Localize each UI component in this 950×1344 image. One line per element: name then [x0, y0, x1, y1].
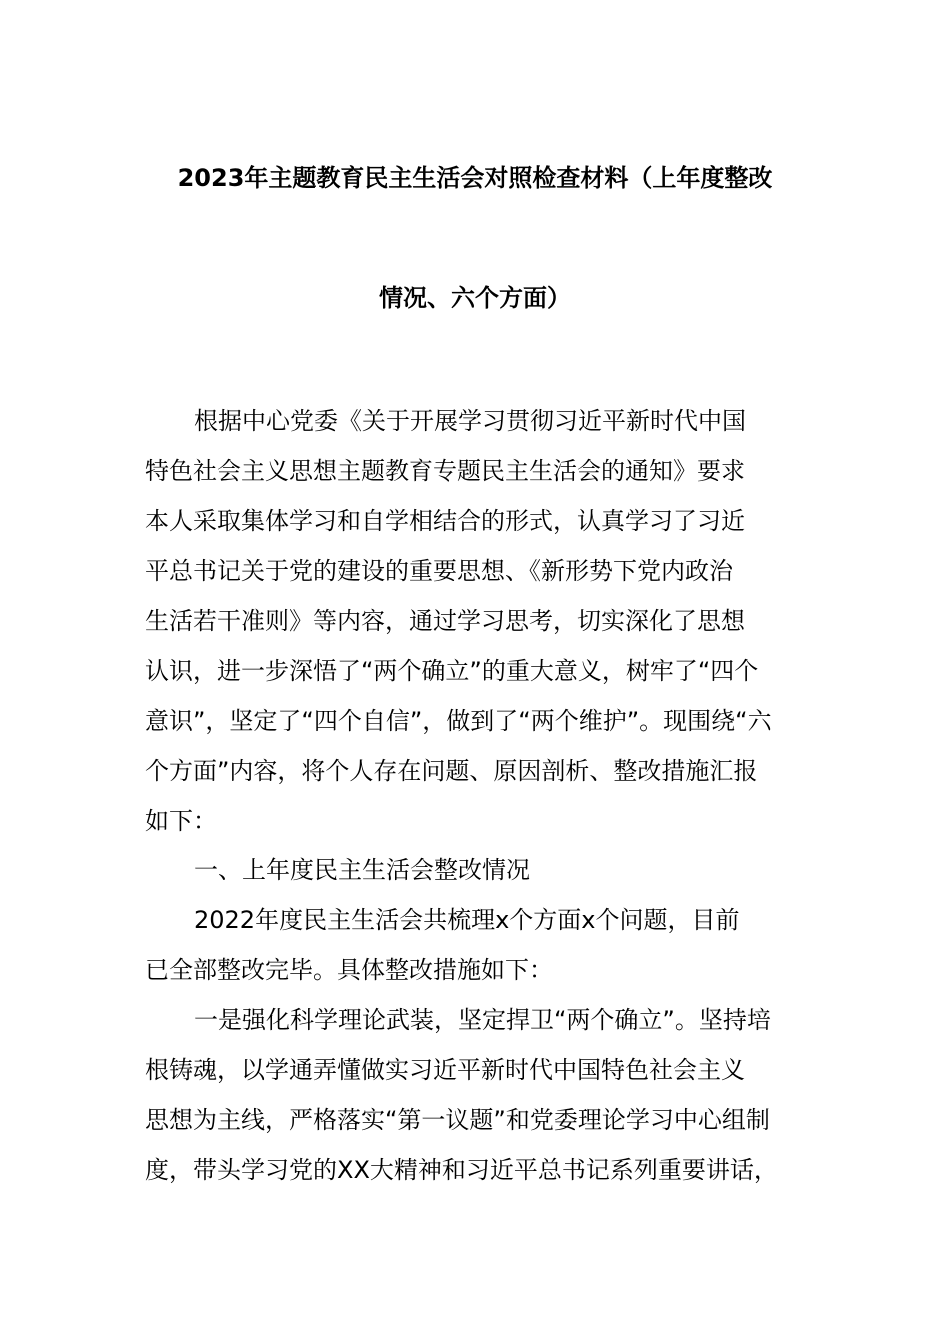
paragraph-intro-line-2: 特色社会主义思想主题教育专题民主生活会的通知》要求: [145, 457, 745, 485]
paragraph-intro-line-1: 根据中心党委《关于开展学习贯彻习近平新时代中国: [194, 407, 746, 435]
paragraph-intro-line-5: 生活若干准则》等内容，通过学习思考，切实深化了思想: [145, 607, 745, 635]
paragraph-intro-line-9: 如下：: [145, 807, 217, 835]
document-title-line-1: 2023年主题教育民主生活会对照检查材料（上年度整改: [177, 164, 773, 192]
document-title-line-2: 情况、六个方面）: [379, 284, 571, 312]
section-heading-1: 一、上年度民主生活会整改情况: [194, 856, 530, 884]
paragraph-measure-line-1: 一是强化科学理论武装，坚定捍卫“两个确立”。坚持培: [194, 1006, 771, 1034]
paragraph-intro-line-6: 认识，进一步深悟了“两个确立”的重大意义，树牢了“四个: [145, 657, 759, 685]
paragraph-intro-line-8: 个方面”内容，将个人存在问题、原因剖析、整改措施汇报: [145, 757, 758, 785]
paragraph-summary-line-2: 已全部整改完毕。具体整改措施如下：: [145, 956, 553, 984]
paragraph-summary-line-1: 2022年度民主生活会共梳理x个方面x个问题，目前: [194, 906, 740, 934]
paragraph-measure-line-3: 思想为主线，严格落实“第一议题”和党委理论学习中心组制: [145, 1106, 770, 1134]
paragraph-measure-line-2: 根铸魂，以学通弄懂做实习近平新时代中国特色社会主义: [145, 1056, 745, 1084]
paragraph-intro-line-4: 平总书记关于党的建设的重要思想、《新形势下党内政治: [145, 557, 733, 585]
paragraph-intro-line-3: 本人采取集体学习和自学相结合的形式，认真学习了习近: [145, 507, 745, 535]
paragraph-measure-line-4: 度，带头学习党的XX大精神和习近平总书记系列重要讲话，: [145, 1156, 778, 1184]
paragraph-intro-line-7: 意识”，坚定了“四个自信”，做到了“两个维护”。现围绕“六: [145, 707, 772, 735]
